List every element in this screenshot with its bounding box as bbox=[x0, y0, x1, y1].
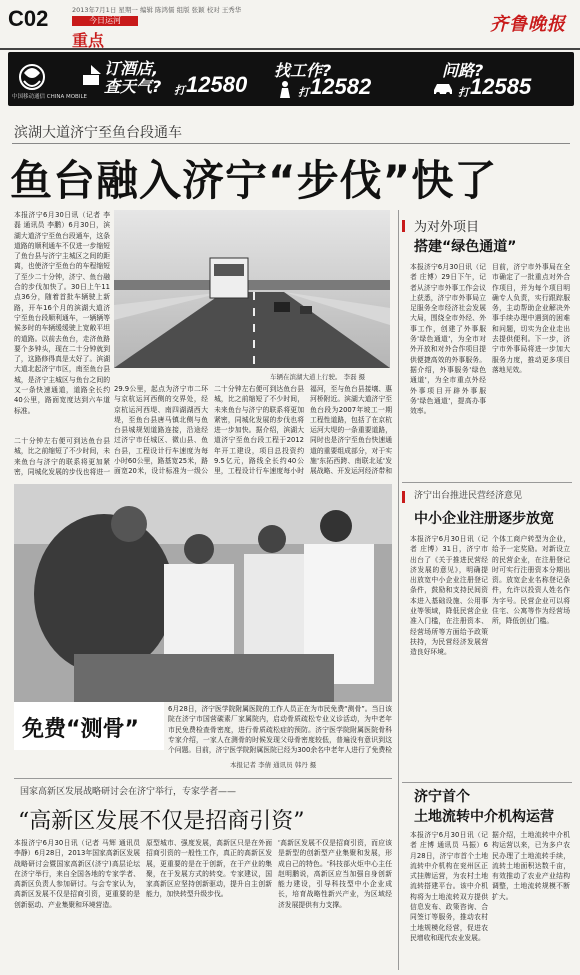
red-marker bbox=[402, 491, 405, 503]
worker-icon bbox=[276, 80, 294, 98]
sidebar-body-col-2: 目前，济宁市外事局在全市确定了一批重点对外合作项目，并为每个项目明确专人负责，实行跟踪服务，主动帮助企业解决外事手续办理中遇到的困难和问题，切实为企业走出去提供便利。下一步，济宁市外事局将进一步加大服务力度，推动更多项目落地见效。 bbox=[492, 263, 570, 374]
newspaper-brand: 齐鲁晚报 bbox=[490, 14, 566, 35]
divider bbox=[402, 782, 572, 783]
ad-group-job bbox=[270, 58, 420, 100]
ad-phone-number: 12585 bbox=[470, 74, 532, 99]
land-body-col-2: 据介绍，土地流转中介机构运营以来，已为多户农民办理了土地流转手续，流转土地面积达数千亩，有效推动了农业产业结构调整，土地流转规模不断扩大。 bbox=[492, 831, 570, 901]
operator-name: 中国移动通信 CHINA MOBILE bbox=[12, 94, 87, 100]
section-name: 重点 bbox=[72, 31, 105, 50]
red-marker bbox=[402, 220, 405, 232]
hotel-icon bbox=[80, 64, 102, 86]
masthead bbox=[0, 0, 580, 50]
ad-line-1: 找工作? bbox=[274, 61, 332, 80]
road-photo-caption: 车辆在滨湖大道上行驶。 李磊 摄 bbox=[270, 373, 366, 381]
date-line: 2013年7月1日 星期一 编辑 陈鸿儒 组版 张颖 校对 王秀华 bbox=[72, 6, 242, 14]
china-mobile-ad bbox=[8, 52, 574, 106]
ad-dial: 打 bbox=[458, 86, 469, 99]
land-headline: 土地流转中介机构运营 bbox=[414, 809, 554, 825]
photo-story-title: 免费“测骨” bbox=[22, 717, 139, 742]
bone-test-photo-image bbox=[14, 484, 392, 702]
land-body-col-1: 本报济宁6月30日讯（记者 庄博 通讯员 马振）6月28日，济宁市首个土地流转中介机构在兖州区正式挂牌运营，为农村土地流转搭建平台。该中介机构将为土地流转双方提供信息发布、政策咨询、合同签订等服务，推动农村土地规模化经营，促进农民增收和现代农业发展。 bbox=[410, 831, 488, 942]
ad-dial: 打 bbox=[174, 84, 185, 97]
photo-story-credit: 本报记者 李倩 通讯员 韩丹 摄 bbox=[230, 761, 317, 769]
ad-line-2: 查天气? bbox=[104, 77, 162, 96]
page-number: C02 bbox=[8, 6, 49, 31]
sidebar-kicker: 为对外项目 bbox=[414, 220, 480, 235]
ad-phone-number: 12580 bbox=[186, 72, 248, 97]
sme-headline: 中小企业注册逐步放宽 bbox=[414, 511, 554, 527]
forum-body-col-3: '高新区发展不仅是招商引资，而应该是新型的创新型产业集聚和发展，形成自己的特色。'科技部火炬中心主任赵明鹏说，高新区应当加强自身创新能力建设，引导科技型中小企业成长，培育战略性新兴产业，为区域经济发展提供有力支撑。 bbox=[278, 839, 392, 909]
lead-body-col-2: 29.9公里，起点为济宁市二环与京杭运河西侧的交界处，经京杭运河西堤、南四湖湖西大堤，至鱼台县唐马镇北侧与鱼台县城规划道路连接，沿途经过济宁市任城区、微山县、鱼台县，工程设计行车速度为每小时60公里，路基宽25米，路面宽20米，设计标准为一级公 bbox=[114, 385, 208, 476]
lead-body-col-1b: 二十分钟左右便可到达鱼台县城，比之前缩短了不少时间，未来鱼台与济宁的联系将更加紧密，同城化发展的步伐也将进一 bbox=[14, 437, 110, 476]
lead-body-col-4: 福河，至与鱼台县接壤、惠河桥附近。滨湖大道济宁至鱼台段为2007年坡工一期工程性道路，包括了在京杭运河大堤的一条重要道路，同时也是济宁至鱼台快速通道的重要组成部分，对于实施'东拓西跨、南联北延'发展战略、开发运河经济带和 bbox=[310, 385, 392, 476]
column-divider bbox=[398, 210, 399, 970]
sme-kicker: 济宁出台推进民营经济意见 bbox=[414, 491, 523, 501]
divider bbox=[12, 143, 570, 144]
sidebar-headline: 搭建“绿色通道” bbox=[414, 239, 517, 255]
ad-group-route bbox=[428, 58, 568, 100]
photo-title-box bbox=[14, 702, 164, 750]
divider bbox=[14, 778, 392, 779]
photo-story-caption: 6月28日，济宁医学院附属医院的工作人员正在为市民免费“测骨”。当日该院在济宁市国营碳素厂家属院内，启动骨质疏松专业义诊活动，为中老年市民免费检查骨密度，进行骨质疏松症的预防。济宁医学院附属医院骨科专家介绍，一家人在测骨的时候发现父母骨密度较低，普遍没有意识到这个问题。目前，济宁医学院附属医院已经为300余名中老年人进行了免费检 bbox=[168, 705, 392, 755]
sme-body-col-1: 本报济宁6月30日讯（记者 庄博）31日，济宁市出台了《关于推进民营经济发展的意见》，明确提出放宽中小企业注册登记条件，鼓励和支持民间资本进入基础设施、公用事业等领域，降低民营企业准入门槛，在注册资本、经营场所等方面给予政策扶持，为民营经济发展营造良好环境。 bbox=[410, 535, 488, 657]
lead-kicker: 滨湖大道济宁至鱼台段通车 bbox=[14, 125, 182, 141]
lead-body-col-1: 本报济宁6月30日讯（记者 李磊 通讯员 李鹏）6月30日，滨湖大道济宁至鱼台段通车，这条道路的顺利通车不仅进一步缩短了鱼台县与济宁主城区之间的距离，也使济宁至鱼台的车程缩短了至少二十分钟，济宁、鱼台融合的步伐加快了。30日上午11点36分，随着首批车辆驶上新路，开车16个月的滨湖大道济宁至鱼台段顺利通车，一辆辆等候多时的车辆缓缓驶上宽敞平坦的道路。以前去鱼台，走济鱼路要个多钟头，现在二十分钟就到了，这路修得真是太好了。滨湖大道北起济宁市区，南至鱼台县城，是济宁主城区与鱼台之间的又一条快速通道，道路全长约40公里，路面宽度达到六车道标准。 bbox=[14, 211, 110, 415]
ad-phone-number: 12582 bbox=[310, 74, 372, 99]
forum-headline: “高新区发展不仅是招商引资” bbox=[18, 809, 305, 834]
ad-line-1: 问路? bbox=[442, 61, 484, 80]
bone-test-photo bbox=[14, 484, 392, 702]
road-photo bbox=[114, 210, 390, 368]
road-photo-image bbox=[114, 210, 390, 368]
forum-body-col-2: 原型城市、强度发展，高新区只是在外面招商引资的一般性工作，真正的高新区发展，更重要的是在于创新，在于产业的集聚，在于发展方式的转变。专家建议，国家高新区应坚持创新驱动，提升自主创新能力，加快转型升级步伐。 bbox=[146, 839, 272, 899]
car-icon bbox=[432, 82, 454, 96]
sme-body-col-2: 个体工商户转型为企业，给予一定奖励。对新设立的民营企业，在注册登记时可实行注册资本分期出资。放宽企业名称登记条件，允许以投资人姓名作为字号。民营企业可以将住宅、公寓等作为经营场所，降低创业门槛。 bbox=[492, 535, 570, 626]
sidebar-body-col-1: 本报济宁6月30日讯（记者 庄博）29日下午，记者从济宁市外事工作会议上获悉，济宁市外事局立足服务全市经济社会发展大局，围绕全市外经、外事工作，创建了外事服务'绿色通道'，为全市对外开放和对外合作项目提供便捷高效的外事服务。据介绍，外事服务'绿色通道'，为全市重点外经外事项目开辟外事服务'绿色通道'，提高办事效率。 bbox=[410, 263, 486, 416]
land-kicker: 济宁首个 bbox=[414, 789, 470, 805]
divider bbox=[402, 482, 572, 483]
ad-line-1: 订酒店, bbox=[104, 59, 159, 78]
ad-group-hotel bbox=[78, 58, 263, 100]
forum-kicker: 国家高新区发展战略研讨会在济宁举行，专家学者—— bbox=[20, 787, 237, 797]
section-tag: 今日运河 bbox=[72, 16, 138, 26]
lead-body-col-3: 二十分钟左右便可到达鱼台县城，比之前缩短了不少时间，未来鱼台与济宁的联系将更加紧密，同城化发展的步伐也将进一步加快。据介绍，滨湖大道济宁至鱼台段工程于2012年开工建设，项目总投资约9.5亿元，路线全长约40公里，工程设计行车速度每小时 bbox=[214, 385, 304, 476]
ad-dial: 打 bbox=[298, 86, 309, 99]
lead-headline: 鱼台融入济宁“步伐”快了 bbox=[10, 156, 498, 205]
forum-body-col-1: 本报济宁6月30日讯（记者 马辉 通讯员 李静）6月28日，2013年国家高新区发展战略研讨会暨国家高新区(济宁)高层论坛在济宁举行，来自全国各地的专家学者、高新区负责人参加研讨。与会专家认为，高新区发展不仅是招商引资，更重要的是创新驱动、产业集聚和环境营造。 bbox=[14, 839, 140, 909]
